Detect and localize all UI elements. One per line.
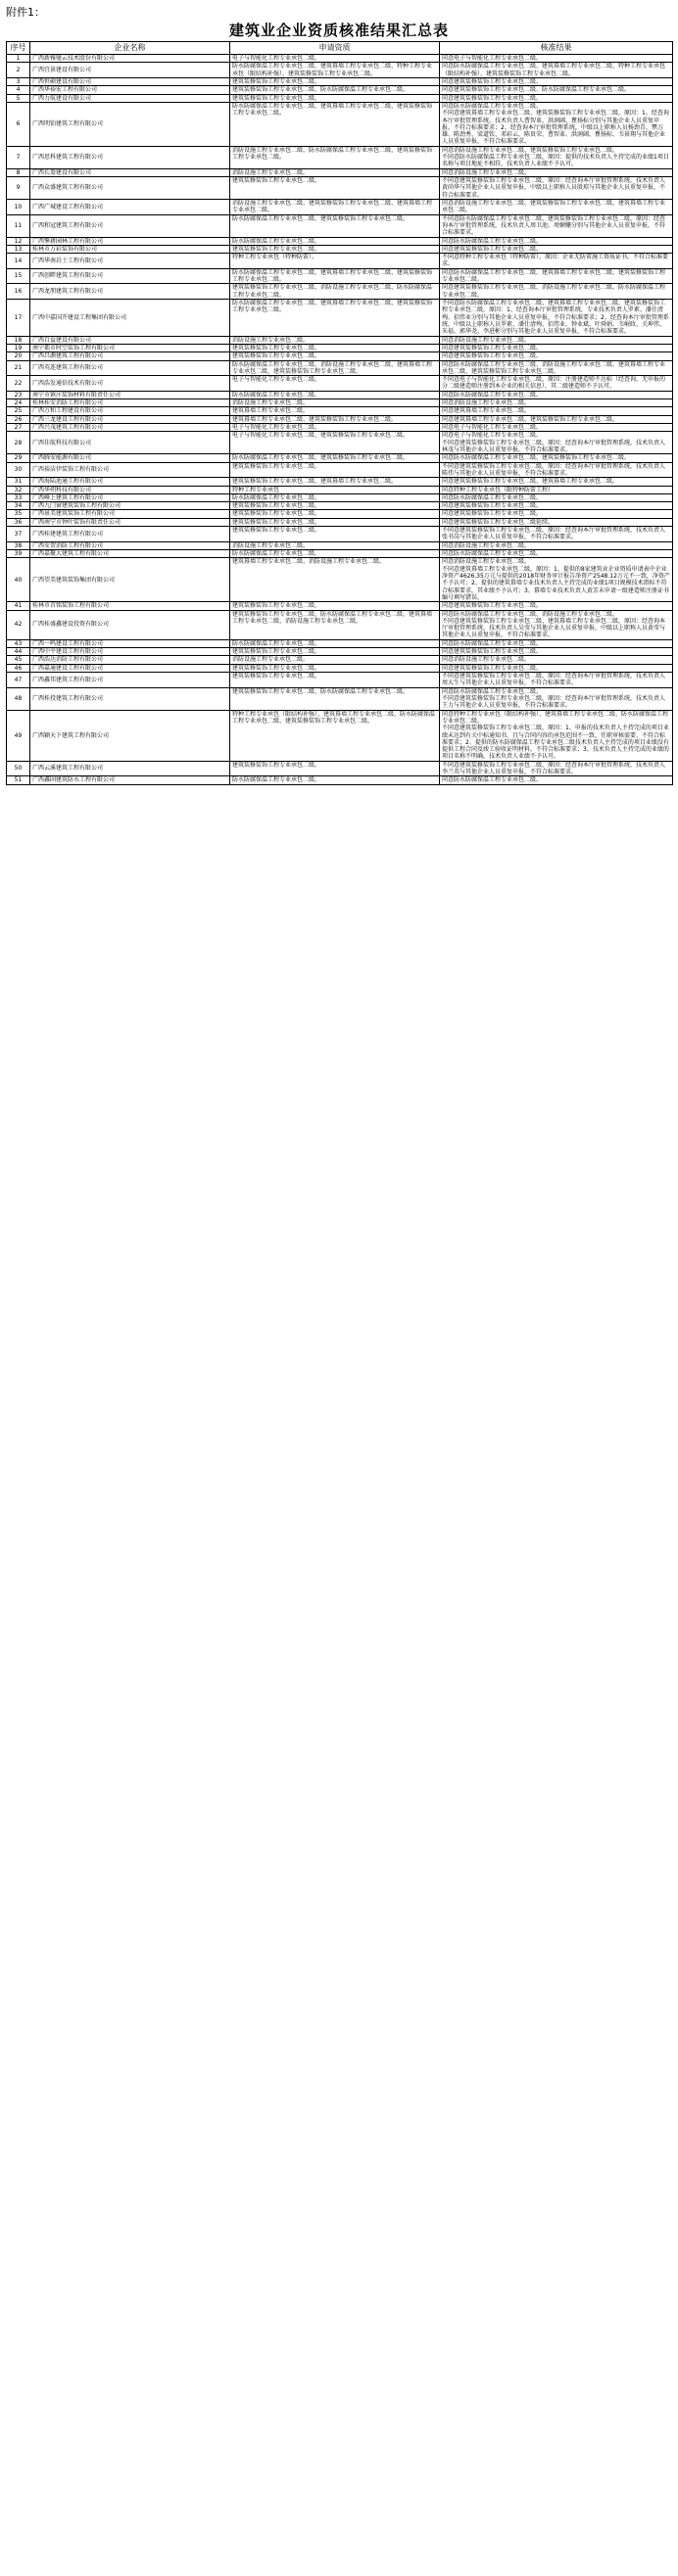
row-number: 31	[7, 478, 30, 486]
company-name: 广西力航建设有限公司	[30, 94, 230, 102]
attachment-label: 附件1：	[6, 6, 45, 19]
company-name: 广西桂建建筑工程有限公司	[30, 527, 230, 542]
table-row	[7, 454, 673, 462]
applied-qualification: 电子与智能化工程专业承包二级。	[230, 376, 440, 392]
row-number: 27	[7, 424, 30, 432]
company-name: 桂林市万彩装饰有限公司	[30, 245, 230, 253]
applied-qualification: 建筑幕墙工程专业承包二级、建筑装修装饰工程专业承包二级。	[230, 415, 440, 423]
table-row	[7, 550, 673, 558]
approval-result: 同意建筑装修装饰工程专业承包二级。	[440, 344, 673, 351]
table-row	[7, 518, 673, 526]
applied-qualification: 防水防腐保温工程专业承包二级。	[230, 776, 440, 784]
row-number: 34	[7, 502, 30, 510]
approval-result: 同意防水防腐保温工程专业承包二级、建筑幕墙工程专业承包二级、建筑装修装饰工程专业承包二级。	[440, 268, 673, 284]
company-name: 广西安贺消防工程有限公司	[30, 541, 230, 549]
row-number: 51	[7, 776, 30, 784]
applied-qualification: 特种工程专业承包（限结构补强）、建筑幕墙工程专业承包二级、防水防腐保温工程专业承包二级、建筑装修装饰工程专业承包二级。	[230, 710, 440, 761]
row-number: 7	[7, 146, 30, 168]
company-name: 广西浩发通信技术有限公司	[30, 376, 230, 392]
approval-result: 同意电子与智能化工程专业承包二级。	[440, 424, 673, 432]
company-name: 广西恒硕建设有限公司	[30, 77, 230, 85]
applied-qualification: 建筑装修装饰工程专业承包二级、消防设施工程专业承包二级、防水防腐保温工程专业承包二级。	[230, 284, 440, 300]
company-name: 广西九门窗建筑装饰工程有限公司	[30, 502, 230, 510]
table-row	[7, 199, 673, 214]
table-row	[7, 478, 673, 486]
applied-qualification: 电子与智能化工程专业承包二级。	[230, 55, 440, 63]
approval-result: 不同意防水防腐保温工程专业承包二级、建筑幕墙工程专业承包二级、建筑装修装饰工程专业承包二级，原因：1、经查询本厅审批管理系统，专业技术负责人罗素、潘仕清殉、招伟业分别与其他企业人员重复申报，不符合标准要求；2、经查询本厅审批管理系统，中级以上职称人员罗素、潘仕清殉、招伟业、钟业斌、叶舜娟、韦岷政、关坤伟、朱福、郭华尧、李进彬分别与其他企业人员重复申报，不符合标准要求。	[440, 300, 673, 337]
table-row	[7, 664, 673, 672]
approval-result: 同意建筑装修装饰工程专业承包二级。	[440, 602, 673, 610]
applied-qualification: 防水防腐保温工程专业承包二级、建筑装修装饰工程专业承包二级。	[230, 214, 440, 237]
table-row	[7, 237, 673, 245]
table-row	[7, 639, 673, 647]
row-number: 17	[7, 300, 30, 337]
row-number: 46	[7, 664, 30, 672]
table-row	[7, 415, 673, 423]
company-name: 广西云溪建筑工程有限公司	[30, 761, 230, 776]
row-number: 4	[7, 86, 30, 94]
column-header-result: 核准结果	[440, 42, 673, 55]
applied-qualification: 消防设施工程专业承包二级。	[230, 656, 440, 664]
applied-qualification: 防水防腐保温工程专业承包二级、建筑幕墙工程专业承包二级、建筑装修装饰工程专业承包二级。	[230, 268, 440, 284]
company-name: 桂林市首铭装饰工程有限公司	[30, 602, 230, 610]
table-row	[7, 245, 673, 253]
approval-result: 同意消防设施工程专业承包二级。	[440, 656, 673, 664]
approval-result: 同意建筑装修装饰工程专业承包二级。	[440, 77, 673, 85]
company-name: 广西擎耕园林工程有限公司	[30, 237, 230, 245]
row-number: 2	[7, 63, 30, 78]
approval-result: 同意建筑装修装饰工程专业承包二级。	[440, 352, 673, 360]
table-row	[7, 168, 673, 176]
table-row	[7, 510, 673, 518]
table-row	[7, 352, 673, 360]
company-name: 南宁市镇庄装饰材料有限责任公司	[30, 391, 230, 398]
company-name: 广西南宁市钟叶装饰有限责任公司	[30, 518, 230, 526]
table-row	[7, 527, 673, 542]
applied-qualification: 建筑装修装饰工程专业承包二级。	[230, 462, 440, 478]
approval-result: 不同意建筑装修装饰工程专业承包二级，原因：经查询本厅审批管理系统，技术负责人黄尚华与其他企业人员重复申报，中级以上职称人员殷琼与其他企业人员重复申报，不符合标准要求。	[440, 177, 673, 200]
table-row	[7, 710, 673, 761]
table-row	[7, 558, 673, 602]
company-name: 广西和冠建筑工程有限公司	[30, 214, 230, 237]
table-row	[7, 602, 673, 610]
approval-result: 同意建筑装修装饰工程专业承包二级。	[440, 510, 673, 518]
applied-qualification: 防水防腐保温工程专业承包二级、消防设施工程专业承包二级、建筑幕墙工程专业承包二级、建筑装修装饰工程专业承包二级。	[230, 360, 440, 376]
applied-qualification: 建筑装修装饰工程专业承包二级、防水防腐保温工程专业承包二级、建筑幕墙工程专业承包二级、消防设施工程专业承包二级。	[230, 610, 440, 639]
company-name: 广西三龙建设工程有限公司	[30, 415, 230, 423]
row-number: 21	[7, 360, 30, 376]
document-title: 建筑业企业资质核准结果汇总表	[228, 22, 449, 39]
results-table	[6, 41, 673, 785]
row-number: 10	[7, 199, 30, 214]
row-number: 47	[7, 673, 30, 688]
row-number: 11	[7, 214, 30, 237]
approval-result: 不同意防水防腐保温工程专业承包二级、建筑装修装饰工程专业承包二级，原因：经查询本厅审批管理系统，技术负责人周卫池、周娴姗分别与其他企业人员重复申报，不符合标准要求。	[440, 214, 673, 237]
company-name: 广西佳航科技有限公司	[30, 432, 230, 454]
applied-qualification: 建筑装修装饰工程专业承包二级。	[230, 245, 440, 253]
table-row	[7, 86, 673, 94]
company-name: 广西景美建筑装饰工程有限公司	[30, 510, 230, 518]
column-header-qualification: 申请资质	[230, 42, 440, 55]
table-row	[7, 610, 673, 639]
table-row	[7, 648, 673, 656]
company-name: 广西鑫固建筑防水工程有限公司	[30, 776, 230, 784]
row-number: 8	[7, 168, 30, 176]
company-name: 广西明铂建筑工程有限公司	[30, 102, 230, 146]
row-number: 26	[7, 415, 30, 423]
applied-qualification: 防水防腐保温工程专业承包二级、建筑装修装饰工程专业承包二级。	[230, 454, 440, 462]
applied-qualification: 建筑装修装饰工程专业承包二级。	[230, 510, 440, 518]
row-number: 49	[7, 710, 30, 761]
company-name: 广西长盈建设有限公司	[30, 168, 230, 176]
applied-qualification: 特种工程专业承包（特种防雷）。	[230, 254, 440, 269]
applied-qualification: 建筑装修装饰工程专业承包二级。	[230, 352, 440, 360]
company-name: 广西桂投建筑工程有限公司	[30, 687, 230, 710]
table-row	[7, 344, 673, 351]
row-number: 36	[7, 518, 30, 526]
table-row	[7, 63, 673, 78]
applied-qualification: 建筑装修装饰工程专业承包二级、建筑幕墙工程专业承包二级。	[230, 478, 440, 486]
approval-result: 同意防水防腐保温工程专业承包二级、消防设施工程专业承包二级、建筑幕墙工程专业承包二级、建筑装修装饰工程专业承包二级。	[440, 360, 673, 376]
applied-qualification: 防水防腐保温工程专业承包二级。	[230, 550, 440, 558]
company-name: 广西中嘉国开建设工程集团有限公司	[30, 300, 230, 337]
row-number: 38	[7, 541, 30, 549]
company-name: 广西颖天下建筑工程有限公司	[30, 710, 230, 761]
approval-result: 不同意建筑装修装饰工程专业承包二级，原因：经查询本厅审批管理系统，技术负责人周大生与其他企业人员重复申报，不符合标准要求。	[440, 673, 673, 688]
approval-result: 同意建筑装修装饰工程专业承包二级。	[440, 648, 673, 656]
table-row	[7, 687, 673, 710]
approval-result: 同意防水防腐保温工程专业承包二级。	[440, 237, 673, 245]
applied-qualification: 建筑装修装饰工程专业承包二级。	[230, 177, 440, 200]
approval-result: 同意建筑装修装饰工程专业承包二级。	[440, 245, 673, 253]
row-number: 5	[7, 94, 30, 102]
approval-result: 同意防水防腐保温工程专业承包二级。 不同意建筑幕墙工程专业承包二级、建筑装修装饰工程专业承包二级，原因：1、经查询本厅审批管理系统，技术负责人曹智革、洪润阔、瞿扬标分别与其他企业人员重复申报，不符合标准要求；2、经查询本厅审批管理系统，中级以上职称人员杨劲青、覃万雄、陈劲秀、梁道钦、邓彩云、陈贵荣、曹智革、洪润阔、瞿扬标、韦景翔与其他企业人员重复申报，不符合标准要求。	[440, 102, 673, 146]
company-name: 广西众盛建筑工程有限公司	[30, 177, 230, 200]
table-row	[7, 391, 673, 398]
approval-result: 不同意电子与智能化工程专业承包二级，原因：注册建造师不达标（经查询，无申报的分二级建造师注册到本企业的相关信息），其二级建造师不予认可。	[440, 376, 673, 392]
company-name: 广西中平建设工程有限公司	[30, 648, 230, 656]
approval-result: 不同意建筑装修装饰工程专业承包二级，原因：经查询本厅审批管理系统，技术负责人张书岗与其他企业人员重复申报，不符合标准要求。	[440, 527, 673, 542]
applied-qualification: 建筑装修装饰工程专业承包二级。	[230, 527, 440, 542]
table-row	[7, 432, 673, 454]
company-name: 广西华南岩土工程有限公司	[30, 254, 230, 269]
approval-result: 同意消防设施工程专业承包二级、建筑装修装饰工程专业承包二级。 不同意防水防腐保温工程专业承包二级，原因：提供的技术负责人主持完成的业绩1项目名称与项目地址不相符，技术负责人业绩不予认可。	[440, 146, 673, 168]
table-row	[7, 214, 673, 237]
row-number: 9	[7, 177, 30, 200]
table-header-row	[7, 42, 673, 55]
table-row	[7, 541, 673, 549]
company-name: 广西万和工程建设有限公司	[30, 407, 230, 415]
company-name: 广西创畔建筑工程有限公司	[30, 268, 230, 284]
company-name: 广西桂盛鑫建设投资有限公司	[30, 610, 230, 639]
row-number: 39	[7, 550, 30, 558]
row-number: 3	[7, 77, 30, 85]
approval-result: 不同意特种工程专业承包（特种防雷），原因：企业无防雷施工资质证书，不符合标准要求。	[440, 254, 673, 269]
approval-result: 同意特种工程专业承包（限特种防雷工程）	[440, 486, 673, 493]
row-number: 15	[7, 268, 30, 284]
company-name: 广西百益建设有限公司	[30, 336, 230, 344]
table-row	[7, 254, 673, 269]
approval-result: 同意建筑幕墙工程专业承包二级。	[440, 407, 673, 415]
applied-qualification: 建筑装修装饰工程专业承包二级。	[230, 77, 440, 85]
table-row	[7, 268, 673, 284]
approval-result: 同意防水防腐保温工程专业承包二级。 不同意建筑装修装饰工程专业承包二级，原因：经查询本厅审批管理系统，技术负责人王力与其他企业人员重复申报，不符合标准要求。	[440, 687, 673, 710]
row-number: 25	[7, 407, 30, 415]
row-number: 45	[7, 656, 30, 664]
applied-qualification: 建筑装修装饰工程专业承包二级。	[230, 94, 440, 102]
table-row	[7, 673, 673, 688]
row-number: 43	[7, 639, 30, 647]
applied-qualification: 消防设施工程专业承包二级。	[230, 336, 440, 344]
company-name: 桂林桂安消防工程有限公司	[30, 399, 230, 407]
table-row	[7, 424, 673, 432]
row-number: 44	[7, 648, 30, 656]
row-number: 42	[7, 610, 30, 639]
applied-qualification: 消防设施工程专业承包二级。	[230, 399, 440, 407]
approval-result: 不同意建筑装修装饰工程专业承包二级，原因：经查询本厅审批管理系统，技术负责人陈伟与其他企业人员重复申报，不符合标准要求。	[440, 462, 673, 478]
applied-qualification: 电子与智能化工程专业承包二级。	[230, 424, 440, 432]
company-name: 广西裕洁伊装饰工程有限公司	[30, 462, 230, 478]
company-name: 广西海陆池通工程有限公司	[30, 478, 230, 486]
row-number: 20	[7, 352, 30, 360]
applied-qualification: 建筑装修装饰工程专业承包二级。	[230, 664, 440, 672]
row-number: 23	[7, 391, 30, 398]
row-number: 19	[7, 344, 30, 351]
approval-result: 同意防水防腐保温工程专业承包二级。	[440, 639, 673, 647]
table-row	[7, 102, 673, 146]
applied-qualification: 特种工程专业承包	[230, 486, 440, 493]
row-number: 50	[7, 761, 30, 776]
row-number: 6	[7, 102, 30, 146]
applied-qualification: 建筑幕墙工程专业承包二级。	[230, 407, 440, 415]
company-name: 广西英连建筑工程有限公司	[30, 360, 230, 376]
approval-result: 同意建筑装修装饰工程专业承包二级。	[440, 502, 673, 510]
row-number: 22	[7, 376, 30, 392]
approval-result: 同意防水防腐保温工程专业承包二级。	[440, 550, 673, 558]
approval-result: 同意消防设施工程专业承包二级。	[440, 399, 673, 407]
table-row	[7, 94, 673, 102]
approval-result: 同意建筑装修装饰工程专业承包二级、防水防腐保温工程专业承包二级。	[440, 86, 673, 94]
approval-result: 同意建筑装修装饰工程专业承包二级延续。	[440, 518, 673, 526]
row-number: 37	[7, 527, 30, 542]
row-number: 16	[7, 284, 30, 300]
table-row	[7, 360, 673, 376]
row-number: 13	[7, 245, 30, 253]
row-number: 24	[7, 399, 30, 407]
table-row	[7, 376, 673, 392]
approval-result: 同意防水防腐保温工程专业承包二级。	[440, 391, 673, 398]
applied-qualification: 建筑装修装饰工程专业承包二级。	[230, 602, 440, 610]
row-number: 29	[7, 454, 30, 462]
approval-result: 同意电子与智能化工程专业承包二级。 不同意建筑装修装饰工程专业承包二级，原因：经查询本厅审批管理系统，技术负责人林茂与其他企业人员重复申报，不符合标准要求。	[440, 432, 673, 454]
applied-qualification: 建筑装修装饰工程专业承包二级。	[230, 518, 440, 526]
column-header-company: 企业名称	[30, 42, 230, 55]
applied-qualification: 防水防腐保温工程专业承包二级。	[230, 391, 440, 398]
row-number: 28	[7, 432, 30, 454]
row-number: 12	[7, 237, 30, 245]
table-row	[7, 462, 673, 478]
company-name: 广西思科建筑工程有限公司	[30, 146, 230, 168]
company-name: 广西嘉聚大建筑工程有限公司	[30, 550, 230, 558]
approval-result: 同意建筑装修装饰工程专业承包二级、消防设施工程专业承包二级、防水防腐保温工程专业承包二级。	[440, 284, 673, 300]
table-row	[7, 399, 673, 407]
applied-qualification: 建筑装修装饰工程专业承包二级。	[230, 648, 440, 656]
table-row	[7, 776, 673, 784]
company-name: 广西腾安能源有限公司	[30, 454, 230, 462]
applied-qualification: 消防设施工程专业承包二级。	[230, 168, 440, 176]
approval-result: 同意防水防腐保温工程专业承包二级、建筑装修装饰工程专业承包二级。	[440, 454, 673, 462]
applied-qualification: 建筑幕墙工程专业承包二级、消防设施工程专业承包二级。	[230, 558, 440, 602]
applied-qualification: 防水防腐保温工程专业承包二级、建筑幕墙工程专业承包二级、建筑装修装饰工程专业承包二级。	[230, 102, 440, 146]
row-number: 30	[7, 462, 30, 478]
applied-qualification: 防水防腐保温工程专业承包二级、建筑幕墙工程专业承包二级、建筑装修装饰工程专业承包二级。	[230, 300, 440, 337]
company-name: 广西兴茂建筑工程有限公司	[30, 424, 230, 432]
company-name: 广西峰上建筑工程有限公司	[30, 493, 230, 501]
company-name: 广西嘉通建设工程有限公司	[30, 664, 230, 672]
approval-result: 同意消防设施工程专业承包二级。	[440, 336, 673, 344]
approval-result: 同意建筑装修装饰工程专业承包二级、建筑幕墙工程专业承包二级。	[440, 478, 673, 486]
row-number: 41	[7, 602, 30, 610]
applied-qualification: 防水防腐保温工程专业承包二级。	[230, 237, 440, 245]
applied-qualification: 防水防腐保温工程专业承包二级、建筑幕墙工程专业承包二级、特种工程专业承包（限结构补强）、建筑装修装饰工程专业承包二级。	[230, 63, 440, 78]
row-number: 18	[7, 336, 30, 344]
table-row	[7, 407, 673, 415]
company-name: 广西新雅驰云技术股份有限公司	[30, 55, 230, 63]
approval-result: 不同意建筑装修装饰工程专业承包二级，原因：经查询本厅审批管理系统，技术负责人李兰英与其他企业人员重复申报，不符合标准要求。	[440, 761, 673, 776]
table-row	[7, 493, 673, 501]
approval-result: 同意防水防腐保温工程专业承包二级。	[440, 493, 673, 501]
applied-qualification: 建筑装修装饰工程专业承包二级。	[230, 673, 440, 688]
table-row	[7, 146, 673, 168]
approval-result: 同意电子与智能化工程专业承包二级。	[440, 55, 673, 63]
company-name: 广西广城建设工程有限公司	[30, 199, 230, 214]
table-row	[7, 55, 673, 63]
approval-result: 同意防水防腐保温工程专业承包二级。	[440, 776, 673, 784]
row-number: 1	[7, 55, 30, 63]
column-header-number: 序号	[7, 42, 30, 55]
approval-result: 同意消防设施工程专业承包二级。	[440, 541, 673, 549]
table-row	[7, 77, 673, 85]
company-name: 广西浩达消防工程有限公司	[30, 656, 230, 664]
applied-qualification: 防水防腐保温工程专业承包二级。	[230, 639, 440, 647]
table-row	[7, 177, 673, 200]
applied-qualification: 消防设施工程专业承包二级、防水防腐保温工程专业承包二级、建筑装修装饰工程专业承包二级。	[230, 146, 440, 168]
applied-qualification: 消防设施工程专业承包二级、建筑装修装饰工程专业承包二级、建筑幕墙工程专业承包二级。	[230, 199, 440, 214]
company-name: 广西鑫邦建筑工程有限公司	[30, 673, 230, 688]
table-row	[7, 300, 673, 337]
applied-qualification: 防水防腐保温工程专业承包二级。	[230, 493, 440, 501]
row-number: 48	[7, 687, 30, 710]
approval-result: 同意防水防腐保温工程专业承包二级、建筑幕墙工程专业承包二级、特种工程专业承包（限结构补强）、建筑装修装饰工程专业承包二级。	[440, 63, 673, 78]
applied-qualification: 建筑装修装饰工程专业承包二级。	[230, 761, 440, 776]
row-number: 33	[7, 493, 30, 501]
row-number: 32	[7, 486, 30, 493]
approval-result: 同意特种工程专业承包（限结构补强）、建筑幕墙工程专业承包二级、防水防腐保温工程专业承包二级。 不同意建筑装修装饰工程专业承包二级，原因：1、申报的技术负责人主持完成的项目业绩未达到有关中标通知书，且与合同内容的承包范围不一致、任职审核需要、不符合标准要求；2、提供的防水防腐保温工程专业承包二级技术负责人主持完成的项目业绩没有提供工程合同及竣工验收证明材料，不符合标准要求；3、技术负责人主持完成的业绩的项目名称不明确，技术负责人业绩不予认可。	[440, 710, 673, 761]
approval-result: 同意防水防腐保温工程专业承包二级、消防设施工程专业承包二级。 不同意建筑装修装饰工程专业承包二级、建筑幕墙工程专业承包二级，原因：经查询本厅审批管理系统，技术负责人吴莹与其他企业人员重复申报，中级以上职称人员黄莹与其他企业人员重复申报，不符合标准要求。	[440, 610, 673, 639]
applied-qualification: 建筑装修装饰工程专业承包二级。	[230, 502, 440, 510]
company-name: 广西昌源建筑工程有限公司	[30, 352, 230, 360]
applied-qualification: 电子与智能化工程专业承包二级、建筑装修装饰工程专业承包二级。	[230, 432, 440, 454]
table-row	[7, 761, 673, 776]
company-name: 广西望美建筑装饰集团有限公司	[30, 558, 230, 602]
company-name: 广西宜景建设有限公司	[30, 63, 230, 78]
row-number: 40	[7, 558, 30, 602]
table-row	[7, 502, 673, 510]
company-name: 广西华朔科技有限公司	[30, 486, 230, 493]
table-row	[7, 656, 673, 664]
company-name: 南宁都市时空装饰工程有限公司	[30, 344, 230, 351]
approval-result: 同意建筑装修装饰工程专业承包二级。	[440, 94, 673, 102]
company-name: 广西华裕宏工程有限公司	[30, 86, 230, 94]
applied-qualification: 建筑装修装饰工程专业承包二级、防水防腐保温工程专业承包二级。	[230, 86, 440, 94]
approval-result: 同意消防设施工程专业承包二级。 不同意建筑幕墙工程专业承包二级，原因：1、提供的8家建筑业企业资质申请表中企业净资产4626.35万元与提供的2018年财务审计报告净资产2548.12万元不一致，净资产不予认可；2、提供的建筑幕墙专业技术负责人主持完成的业绩1项目规模技术指标不符合标准要求，其业绩不予认可；3、幕墙专业技术负责人黄芳未申请一级建造师注册证书编号填写错误。	[440, 558, 673, 602]
table-row	[7, 284, 673, 300]
applied-qualification: 建筑装修装饰工程专业承包二级、防水防腐保温工程专业承包二级。	[230, 687, 440, 710]
company-name: 广西龙朋建筑工程有限公司	[30, 284, 230, 300]
approval-result: 同意消防设施工程专业承包二级。	[440, 168, 673, 176]
approval-result: 同意建筑幕墙工程专业承包二级、建筑装修装饰工程专业承包二级。	[440, 415, 673, 423]
row-number: 35	[7, 510, 30, 518]
approval-result: 同意建筑装修装饰工程专业承包二级。	[440, 664, 673, 672]
applied-qualification: 消防设施工程专业承包二级。	[230, 541, 440, 549]
row-number: 14	[7, 254, 30, 269]
applied-qualification: 建筑装修装饰工程专业承包二级。	[230, 344, 440, 351]
table-row	[7, 486, 673, 493]
company-name: 广西一鸣建设工程有限公司	[30, 639, 230, 647]
table-row	[7, 336, 673, 344]
approval-result: 同意消防设施工程专业承包二级、建筑装修装饰工程专业承包二级、建筑幕墙工程专业承包二级。	[440, 199, 673, 214]
